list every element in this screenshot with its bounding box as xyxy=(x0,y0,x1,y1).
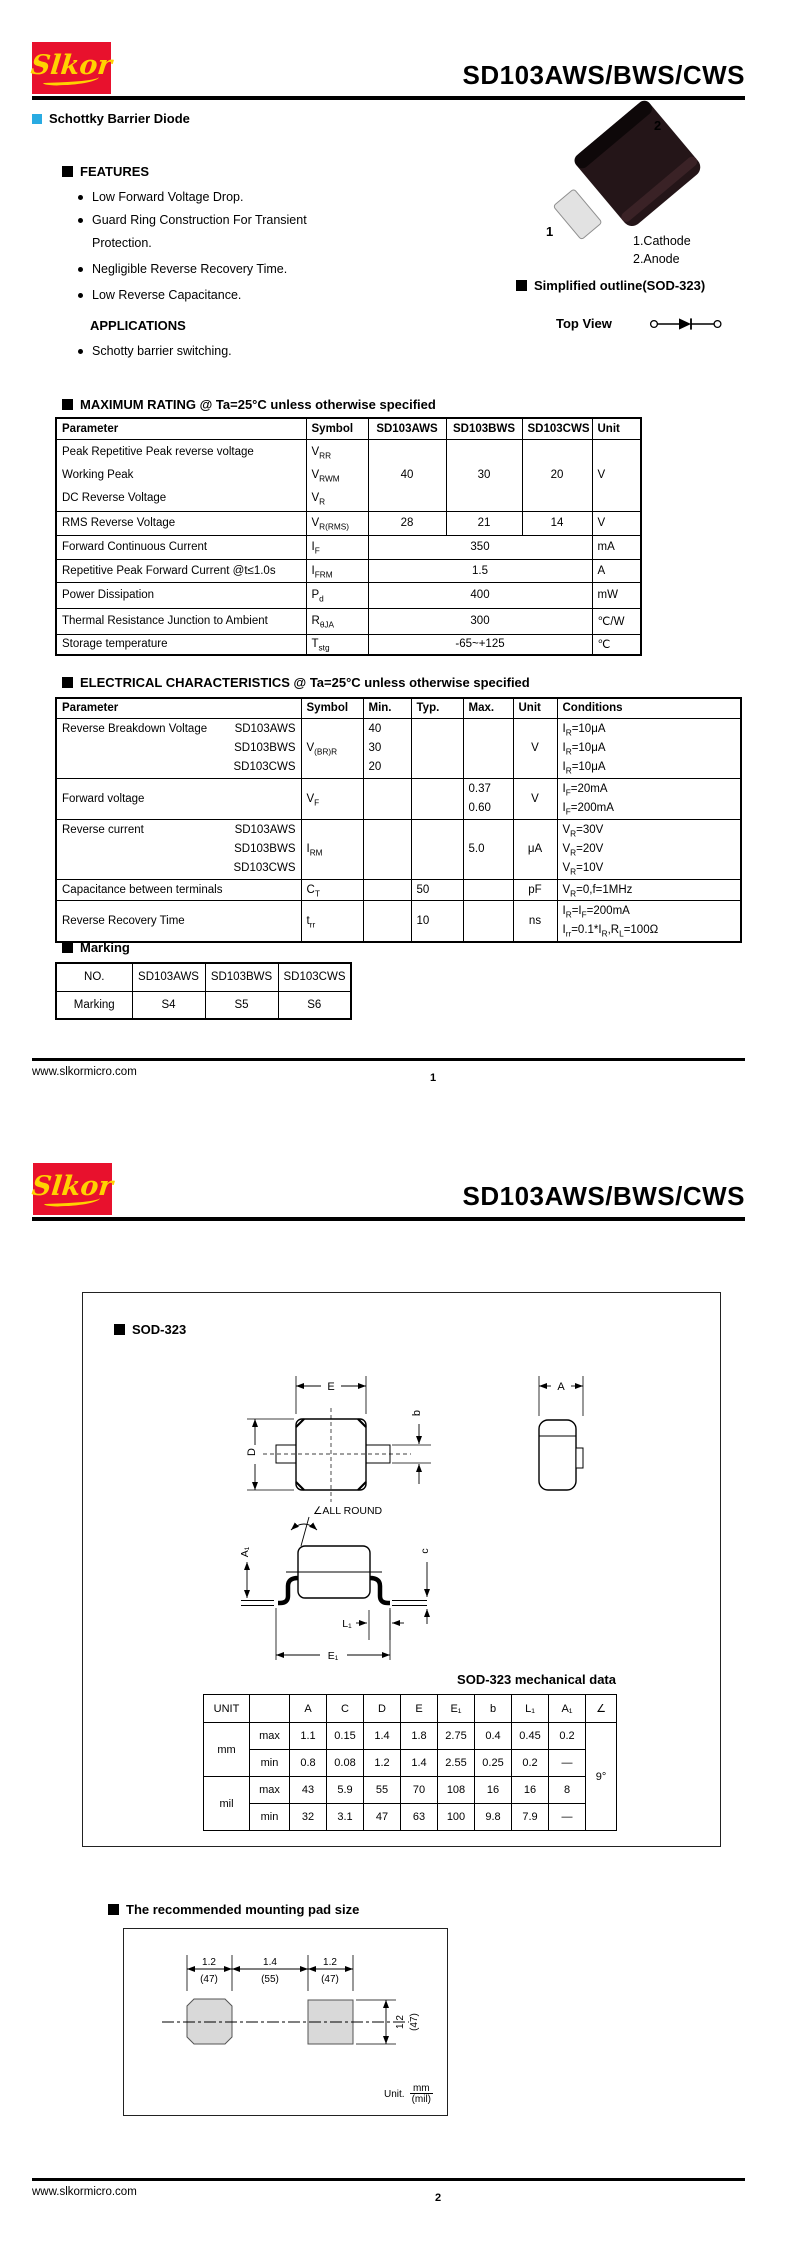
symbol-cell: $R_{\theta JA}$ xyxy=(306,608,368,634)
max-cell xyxy=(463,879,513,900)
col-header: SD103BWS xyxy=(446,418,522,439)
table-row xyxy=(56,535,641,559)
param-cell: Capacitance between terminals xyxy=(56,879,301,900)
col-header: Max. xyxy=(463,698,513,718)
table-row: min 0.8 0.08 1.2 1.4 2.55 0.25 0.2 — xyxy=(204,1750,617,1777)
applications-heading: APPLICATIONS xyxy=(90,318,186,333)
symbol-cell: $I_{RM}$ xyxy=(301,819,363,879)
table-row xyxy=(56,900,741,942)
table-header-row xyxy=(56,418,641,439)
marking-cell: S5 xyxy=(205,991,278,1019)
sod323-top-view-drawing xyxy=(95,1360,625,1510)
pad-dim-value: 1.4 xyxy=(263,1957,277,1968)
mounting-pad-heading xyxy=(108,1902,359,1917)
col-header: Unit xyxy=(592,418,641,439)
param-cell: Peak Repetitive Peak reverse voltage Working Peak DC Reverse Voltage xyxy=(56,439,306,511)
logo-underline xyxy=(44,1195,100,1207)
symbol-cell: $V_{(BR)R}$ xyxy=(301,718,363,778)
max-cell xyxy=(463,718,513,778)
param-cell: Repetitive Peak Forward Current @t≤1.0s xyxy=(56,559,306,582)
page-number: 1 xyxy=(430,1072,437,1084)
conditions-cell: $I_R=10\mu A$ $I_R=10\mu A$ $I_R=10\mu A$ xyxy=(557,718,741,778)
col-header: NO. xyxy=(56,963,132,991)
param-cell: Thermal Resistance Junction to Ambient xyxy=(56,608,306,634)
elec-char-label: ELECTRICAL CHARACTERISTICS @ Ta=25°C unless otherwise specified xyxy=(80,675,530,690)
value-cell: 30 xyxy=(446,439,522,511)
unit-cell: V xyxy=(513,778,557,819)
sod323-profile-drawing xyxy=(95,1500,625,1675)
unit-cell: V xyxy=(592,439,641,511)
pad-left xyxy=(187,1999,232,2044)
features-heading xyxy=(62,164,149,179)
black-square-icon xyxy=(62,677,73,688)
application-text: Schotty barrier switching. xyxy=(92,344,232,358)
col-header: A₁ xyxy=(549,1695,586,1723)
mech-data-table xyxy=(203,1694,617,1831)
bullet-icon xyxy=(78,293,83,298)
marking-heading xyxy=(62,940,130,955)
package-side-outline xyxy=(539,1420,576,1490)
min-cell: 40 30 20 xyxy=(363,718,411,778)
black-square-icon xyxy=(62,942,73,953)
blue-square-icon xyxy=(32,114,42,124)
typ-cell: 50 xyxy=(411,879,463,900)
minmax-label: min xyxy=(250,1750,290,1777)
features-label: FEATURES xyxy=(80,164,150,179)
page-title: SD103AWS/BWS/CWS xyxy=(462,1181,745,1211)
col-header: E xyxy=(401,1695,438,1723)
unit-cell: mW xyxy=(592,582,641,608)
page-title: SD103AWS/BWS/CWS xyxy=(462,60,745,90)
bullet-icon xyxy=(78,195,83,200)
col-header: Parameter xyxy=(56,698,301,718)
max-cell: 5.0 xyxy=(463,819,513,879)
table-row xyxy=(56,559,641,582)
col-header: SD103BWS xyxy=(205,963,278,991)
pin2-label: 2 xyxy=(654,118,662,133)
pad-dim-mil: (47) xyxy=(200,1974,218,1985)
product-subtitle xyxy=(32,111,190,126)
symbol-cell: $T_{stg}$ xyxy=(306,634,368,655)
col-header: SD103CWS xyxy=(278,963,351,991)
value-cell: 14 xyxy=(522,511,592,535)
pad-unit-note: Unit. $\frac{mm}{\text{(mil)}}$ xyxy=(384,2083,431,2105)
symbol-cell: $I_F$ xyxy=(306,535,368,559)
symbol-cell: $V_{RR}$ $V_{RWM}$ $V_R$ xyxy=(306,439,368,511)
col-header: A xyxy=(290,1695,327,1723)
unit-row-label: mil xyxy=(204,1777,250,1831)
table-row: mm max 1.1 0.15 1.4 1.8 2.75 0.4 0.45 0.2 9° xyxy=(204,1723,617,1750)
table-row xyxy=(56,511,641,535)
footer-url: www.slkormicro.com xyxy=(32,2186,137,2198)
min-cell xyxy=(363,879,411,900)
mech-data-title: SOD-323 mechanical data xyxy=(457,1672,616,1687)
unit-cell: ℃ xyxy=(592,634,641,655)
footer-rule xyxy=(32,2178,745,2181)
subtitle-label: Schottky Barrier Diode xyxy=(49,111,190,126)
sod323-label: SOD-323 xyxy=(132,1322,187,1337)
anode-legend: 2.Anode xyxy=(633,252,680,266)
minmax-label: max xyxy=(250,1777,290,1804)
value-cell: 350 xyxy=(368,535,592,559)
dim-label-all-round: ∠ALL ROUND xyxy=(313,1505,383,1517)
mounting-pad-box xyxy=(123,1928,448,2116)
max-cell: 0.37 0.60 xyxy=(463,778,513,819)
logo-text: Slkor xyxy=(30,1170,115,1202)
unit-cell: mA xyxy=(592,535,641,559)
angle-cell: 9° xyxy=(586,1723,617,1831)
marking-cell: S4 xyxy=(132,991,205,1019)
bullet-icon xyxy=(78,218,83,223)
black-square-icon xyxy=(114,1324,125,1335)
simplified-outline-heading xyxy=(516,278,705,293)
col-header: SD103AWS xyxy=(368,418,446,439)
table-header-row xyxy=(204,1695,617,1723)
feature-text-continuation: Protection. xyxy=(92,236,152,250)
page-number: 2 xyxy=(435,2192,442,2204)
pad-dim-value: 1.2 xyxy=(323,1957,337,1968)
minmax-label: max xyxy=(250,1723,290,1750)
black-square-icon xyxy=(108,1904,119,1915)
param-cell: Storage temperature xyxy=(56,634,306,655)
col-header: Unit xyxy=(513,698,557,718)
symbol-cell: $I_{FRM}$ xyxy=(306,559,368,582)
feature-item xyxy=(78,288,241,302)
col-header: D xyxy=(364,1695,401,1723)
conditions-cell: $V_R=0,f=1MHz$ xyxy=(557,879,741,900)
unit-cell: μA xyxy=(513,819,557,879)
col-header: SD103CWS xyxy=(522,418,592,439)
symbol-cell: $t_{rr}$ xyxy=(301,900,363,942)
value-cell: -65~+125 xyxy=(368,634,592,655)
max-rating-label: MAXIMUM RATING @ Ta=25°C unless otherwise specified xyxy=(80,397,436,412)
col-header: C xyxy=(327,1695,364,1723)
conditions-cell: $I_F=20mA$ $I_F=200mA$ xyxy=(557,778,741,819)
col-header: L₁ xyxy=(512,1695,549,1723)
dim-label-L1: L₁ xyxy=(342,1618,352,1630)
unit-label: Unit. xyxy=(384,2088,405,2100)
table-row: mil max 43 5.9 55 70 108 16 16 8 xyxy=(204,1777,617,1804)
package-photo xyxy=(520,96,755,246)
header-rule xyxy=(32,1217,745,1221)
typ-cell: 10 xyxy=(411,900,463,942)
bullet-icon xyxy=(78,349,83,354)
application-item xyxy=(78,344,232,358)
col-header: Symbol xyxy=(306,418,368,439)
value-cell: 40 xyxy=(368,439,446,511)
marking-cell: S6 xyxy=(278,991,351,1019)
table-row xyxy=(56,582,641,608)
footer-url: www.slkormicro.com xyxy=(32,1066,137,1078)
value-cell: 20 xyxy=(522,439,592,511)
package-lead xyxy=(553,189,602,240)
table-row xyxy=(56,819,741,879)
col-header: UNIT xyxy=(204,1695,250,1723)
pad-dim-mil: (47) xyxy=(409,2013,420,2031)
unit-cell: V xyxy=(592,511,641,535)
top-view-label: Top View xyxy=(556,316,612,331)
symbol-cell: $P_d$ xyxy=(306,582,368,608)
feature-text: Low Reverse Capacitance. xyxy=(92,288,242,302)
param-cell: Reverse current SD103AWS SD103BWS SD103CWS xyxy=(56,819,301,879)
table-row xyxy=(56,608,641,634)
col-header: Min. xyxy=(363,698,411,718)
feature-text: Low Forward Voltage Drop. xyxy=(92,190,244,204)
col-header: Symbol xyxy=(301,698,363,718)
max-cell xyxy=(463,900,513,942)
footer-rule xyxy=(32,1058,745,1061)
dim-label-E: E xyxy=(327,1381,335,1393)
unit-cell: A xyxy=(592,559,641,582)
slkor-logo xyxy=(30,1163,115,1215)
value-cell: 21 xyxy=(446,511,522,535)
dim-label-D: D xyxy=(246,1448,258,1456)
feature-item xyxy=(78,190,243,204)
table-row xyxy=(56,439,641,511)
unit-cell: ns xyxy=(513,900,557,942)
feature-item xyxy=(78,213,307,227)
value-cell: 400 xyxy=(368,582,592,608)
dim-label-E1: E₁ xyxy=(327,1650,339,1662)
param-cell: RMS Reverse Voltage xyxy=(56,511,306,535)
minmax-label: min xyxy=(250,1804,290,1831)
slkor-logo xyxy=(29,42,114,94)
black-square-icon xyxy=(62,399,73,410)
param-cell: Power Dissipation xyxy=(56,582,306,608)
unit-row-label: mm xyxy=(204,1723,250,1777)
marking-label: Marking xyxy=(80,940,130,955)
max-rating-heading xyxy=(62,397,436,412)
marking-table xyxy=(55,962,352,1020)
marking-cell: Marking xyxy=(56,991,132,1019)
dim-label-b: b xyxy=(411,1409,423,1417)
cathode-legend: 1.Cathode xyxy=(633,234,691,248)
table-row xyxy=(56,634,641,655)
param-cell: Reverse Breakdown Voltage SD103AWS SD103BWS SD103CWS xyxy=(56,718,301,778)
unit-cell: pF xyxy=(513,879,557,900)
col-header: ∠ xyxy=(586,1695,617,1723)
outline-label: Simplified outline(SOD-323) xyxy=(534,278,706,293)
param-cell: Forward Continuous Current xyxy=(56,535,306,559)
elec-char-heading xyxy=(62,675,530,690)
bullet-icon xyxy=(78,267,83,272)
sod323-heading xyxy=(114,1322,186,1337)
symbol-cell: $V_F$ xyxy=(301,778,363,819)
col-header: Typ. xyxy=(411,698,463,718)
value-cell: 1.5 xyxy=(368,559,592,582)
max-rating-table xyxy=(55,417,642,656)
dim-label-c: c xyxy=(419,1548,431,1554)
black-square-icon xyxy=(62,166,73,177)
param-cell: Reverse Recovery Time xyxy=(56,900,301,942)
feature-text: Guard Ring Construction For Transient xyxy=(92,213,307,227)
col-header xyxy=(250,1695,290,1723)
unit-cell: V xyxy=(513,718,557,778)
pad-dim-mil: (47) xyxy=(321,1974,339,1985)
table-header-row xyxy=(56,698,741,718)
col-header: E₁ xyxy=(438,1695,475,1723)
feature-item xyxy=(78,262,287,276)
symbol-cell: $V_{R(RMS)}$ xyxy=(306,511,368,535)
mounting-pad-label: The recommended mounting pad size xyxy=(126,1902,360,1917)
pad-dim-value: 1.2 xyxy=(202,1957,216,1968)
typ-cell xyxy=(411,778,463,819)
pin-legend xyxy=(633,232,691,268)
min-cell xyxy=(363,819,411,879)
pad-dim-mil: (55) xyxy=(261,1974,279,1985)
dim-label-A1: A₁ xyxy=(239,1546,251,1558)
symbol-cell: $C_T$ xyxy=(301,879,363,900)
table-row: min 32 3.1 47 63 100 9.8 7.9 — xyxy=(204,1804,617,1831)
col-header: SD103AWS xyxy=(132,963,205,991)
logo-text: Slkor xyxy=(29,49,114,81)
typ-cell xyxy=(411,718,463,778)
table-row xyxy=(56,991,351,1019)
table-row xyxy=(56,778,741,819)
value-cell: 300 xyxy=(368,608,592,634)
dim-label-A: A xyxy=(557,1381,565,1393)
pad-dim-value: 1.2 xyxy=(395,2015,406,2029)
logo-underline xyxy=(43,74,99,86)
table-row xyxy=(56,879,741,900)
table-header-row xyxy=(56,963,351,991)
diode-symbol xyxy=(648,315,726,333)
table-row xyxy=(56,718,741,778)
typ-cell xyxy=(411,819,463,879)
col-header: Conditions xyxy=(557,698,741,718)
value-cell: 28 xyxy=(368,511,446,535)
conditions-cell: $V_R=30V$ $V_R=20V$ $V_R=10V$ xyxy=(557,819,741,879)
elec-char-table xyxy=(55,697,742,943)
feature-text: Negligible Reverse Recovery Time. xyxy=(92,262,288,276)
conditions-cell: $I_R=I_F=200mA$ $I_{rr}=0.1*I_R,R_L=100\Omega$ xyxy=(557,900,741,942)
unit-cell: ℃/W xyxy=(592,608,641,634)
black-square-icon xyxy=(516,280,527,291)
pin1-label: 1 xyxy=(546,224,554,239)
min-cell xyxy=(363,778,411,819)
min-cell xyxy=(363,900,411,942)
param-cell: Forward voltage xyxy=(56,778,301,819)
col-header: Parameter xyxy=(56,418,306,439)
col-header: b xyxy=(475,1695,512,1723)
